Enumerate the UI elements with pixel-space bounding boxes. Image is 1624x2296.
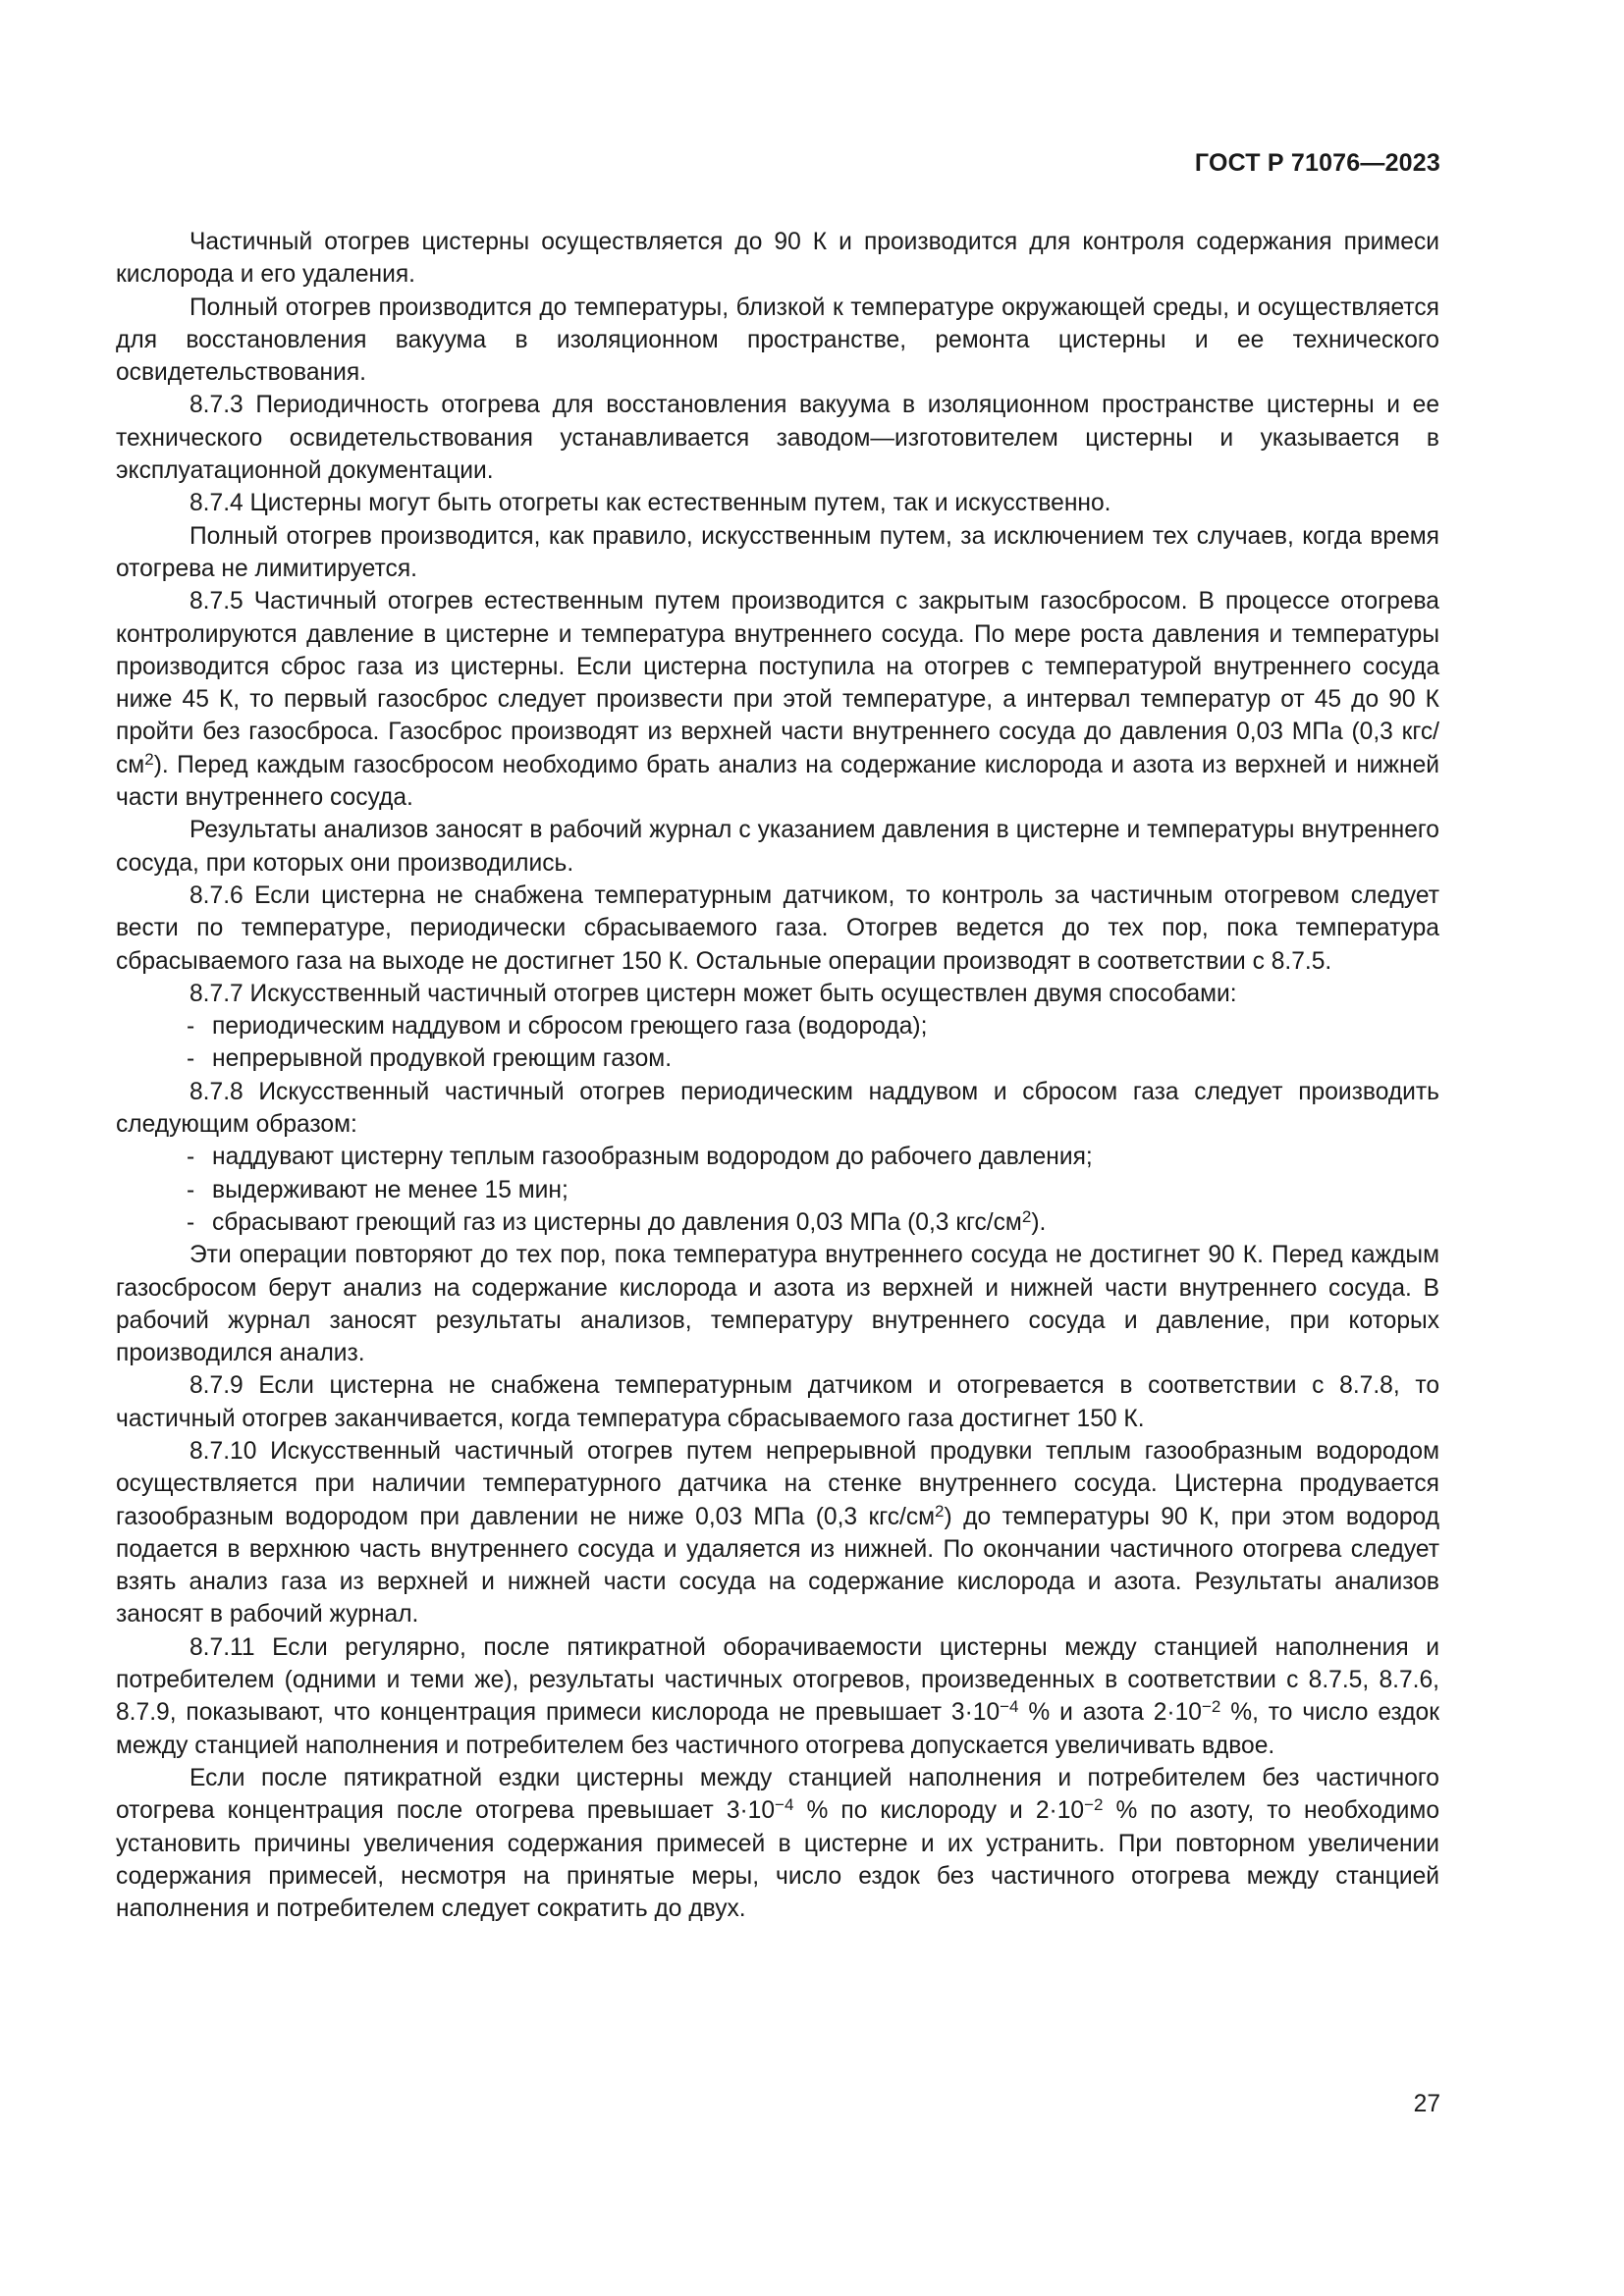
- list-item: [116, 1206, 1439, 1239]
- list-item-text: непрерывной продувкой греющим газом.: [212, 1045, 673, 1073]
- paragraph: Частичный отогрев цистерны осуществляется до 90 К и производится для контроля содержания примеси кислорода и его удаления.: [116, 229, 1439, 289]
- list-item: [116, 1010, 1439, 1042]
- document-body: [116, 226, 1439, 1925]
- text-run: ).: [1031, 1208, 1047, 1236]
- paragraph-8-7-8: 8.7.8 Искусственный частичный отогрев периодическим наддувом и сбросом газа следует производить следующим образом:: [116, 1078, 1439, 1139]
- superscript: 2: [935, 1501, 945, 1521]
- list-item: [116, 1174, 1439, 1206]
- paragraph: Эти операции повторяют до тех пор, пока температура внутреннего сосуда не достигнет 90 К. Перед каждым газосбросом берут анализ на содержание кислорода и азота из верхней и нижней части внутреннего сосуда. В рабочий журнал заносят результаты анализов, температуру внутреннего сосуда и давление, при которых производился анализ.: [116, 1242, 1439, 1367]
- text-run: 8.7.11 Если регулярно, после пятикратной оборачиваемости цистерны между станцией наполнения и потребителем (одними и теми же), результаты частичных отогревов, произведенных в соответствии с 8.7.5, 8.7.6, 8.7.9, показывают, что концентрация примеси кислорода не превышает 3·10: [116, 1633, 1439, 1727]
- superscript: −2: [1201, 1697, 1221, 1717]
- list-item: [116, 1042, 1439, 1075]
- document-code-header: ГОСТ Р 71076—2023: [1194, 149, 1440, 177]
- paragraph-8-7-5: [116, 585, 1439, 814]
- paragraph: Полный отогрев производится, как правило, искусственным путем, за исключением тех случаев, когда время отогрева не лимитируется.: [116, 522, 1439, 582]
- paragraph-8-7-10: [116, 1435, 1439, 1631]
- list-marker: -: [187, 1176, 195, 1203]
- superscript: −4: [1000, 1697, 1019, 1717]
- paragraph-8-7-11: [116, 1631, 1439, 1762]
- paragraph-8-7-3: 8.7.3 Периодичность отогрева для восстановления вакуума в изоляционном пространстве цистерны и ее технического освидетельствования устанавливается заводом—изготовителем цистерны и указывается в эксплуатационной документации.: [116, 392, 1439, 485]
- paragraph-8-7-9: 8.7.9 Если цистерна не снабжена температурным датчиком и отогревается в соответствии с 8.7.8, то частичный отогрев заканчивается, когда температура сбрасываемого газа достигнет 150 К.: [116, 1372, 1439, 1432]
- page-number: 27: [1413, 2091, 1440, 2117]
- text-run: % и азота 2·10: [1018, 1699, 1202, 1727]
- superscript: −2: [1084, 1795, 1104, 1815]
- paragraph-8-7-6: 8.7.6 Если цистерна не снабжена температурным датчиком, то контроль за частичным отогревом следует вести по температуре, периодически сбрасываемого газа. Отогрев ведется до тех пор, пока температура сбрасываемого газа на выходе не достигнет 150 К. Остальные операции производят в соответствии с 8.7.5.: [116, 881, 1439, 975]
- superscript: 2: [144, 749, 154, 769]
- text-run: 8.7.5 Частичный отогрев естественным путем производится с закрытым газосбросом. В процессе отогрева контролируются давление в цистерне и температура внутреннего сосуда. По мере роста давления и температуры производится сброс газа из цистерны. Если цистерна поступила на отогрев с температурой внутреннего сосуда ниже 45 К, то первый газосброс следует произвести при этой температуре, а интервал температур от 45 до 90 К пройти без газосброса. Газосброс производят из верхней части внутреннего сосуда до давления 0,03 МПа (0,3 кгс/см: [116, 588, 1439, 778]
- superscript: −4: [775, 1795, 794, 1815]
- text-run: % по кислороду и 2·10: [793, 1797, 1085, 1825]
- list-marker: -: [187, 1208, 195, 1236]
- paragraph-8-7-4: 8.7.4 Цистерны могут быть отогреты как естественным путем, так и искусственно.: [189, 490, 1111, 517]
- list-item-text: сбрасывают греющий газ из цистерны до давления 0,03 МПа (0,3 кгс/см: [212, 1208, 1022, 1236]
- text-run: Если после пятикратной ездки цистерны между станцией наполнения и потребителем без частичного отогрева концентрация после отогрева превышает 3·10: [116, 1764, 1439, 1825]
- paragraph: [116, 1762, 1439, 1925]
- text-run: % по азоту, то необходимо установить причины увеличения содержания примесей в цистерне и их устранить. При повторном увеличении содержания примесей, несмотря на принятые меры, число ездок без частичного отогрева между станцией наполнения и потребителем следует сократить до двух.: [116, 1797, 1439, 1923]
- paragraph: Полный отогрев производится до температуры, близкой к температуре окружающей среды, и осуществляется для восстановления вакуума в изоляционном пространстве, ремонта цистерны и ее технического освидетельствования.: [116, 294, 1439, 387]
- paragraph-8-7-7: 8.7.7 Искусственный частичный отогрев цистерн может быть осуществлен двумя способами:: [189, 980, 1237, 1007]
- list-item-text: периодическим наддувом и сбросом греющего газа (водорода);: [212, 1013, 928, 1041]
- list-marker: -: [187, 1045, 195, 1073]
- list-item-text: наддувают цистерну теплым газообразным водородом до рабочего давления;: [212, 1144, 1093, 1171]
- superscript: 2: [1021, 1206, 1032, 1226]
- text-run: 8.7.10 Искусственный частичный отогрев путем непрерывной продувки теплым газообразным водородом осуществляется при наличии температурного датчика на стенке внутреннего сосуда. Цистерна продувается газообразным водородом при давлении не ниже 0,03 МПа (0,3 кгс/см: [116, 1437, 1439, 1530]
- text-run: %, то число ездок между станцией наполнения и потребителем без частичного отогрева допускается увеличивать вдвое.: [116, 1699, 1439, 1759]
- list-item: [116, 1141, 1439, 1173]
- list-marker: -: [187, 1144, 195, 1171]
- text-run: ). Перед каждым газосбросом необходимо брать анализ на содержание кислорода и азота из верхней и нижней части внутреннего сосуда.: [116, 751, 1439, 812]
- list-item-text: выдерживают не менее 15 мин;: [212, 1176, 568, 1203]
- text-run: ) до температуры 90 К, при этом водород подается в верхнюю часть внутреннего сосуда и удаляется из нижней. По окончании частичного отогрева следует взять анализ газа из верхней и нижней части сосуда на содержание кислорода и азота. Результаты анализов заносят в рабочий журнал.: [116, 1503, 1439, 1629]
- paragraph: Результаты анализов заносят в рабочий журнал с указанием давления в цистерне и температуры внутреннего сосуда, при которых они производились.: [116, 817, 1439, 877]
- list-marker: -: [187, 1013, 195, 1041]
